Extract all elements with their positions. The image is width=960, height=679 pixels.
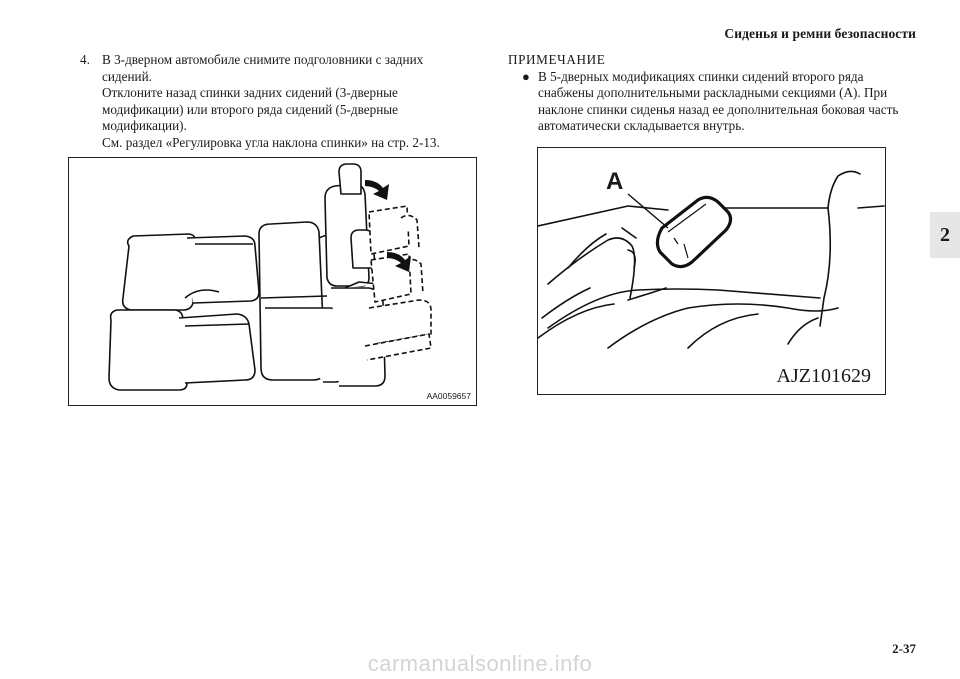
- chapter-tab: [930, 212, 960, 258]
- step-line: сидений.: [102, 68, 152, 84]
- step-line: модификации).: [102, 118, 187, 134]
- step-text: [102, 52, 480, 152]
- seats-folding-figure: [68, 157, 477, 406]
- fold-section-figure: [537, 147, 886, 395]
- step-line: В 3-дверном автомобиле снимите подголовники с задних: [102, 52, 424, 67]
- figure-code: AJZ101629: [776, 365, 871, 387]
- callout-label-a: A: [606, 168, 624, 195]
- step-number: 4.: [80, 52, 90, 67]
- page-header-title: Сиденья и ремни безопасности: [724, 26, 916, 41]
- step-instruction: [80, 52, 480, 152]
- note-line: В 5-дверных модификациях спинки сидений второго ряда: [538, 68, 864, 84]
- note-block: [508, 52, 918, 135]
- step-line: модификации) или второго ряда сидений (5-дверные: [102, 101, 398, 117]
- note-text: [538, 69, 918, 135]
- note-line: наклоне спинки сиденья назад ее дополнительная боковая часть: [538, 101, 899, 117]
- bullet-icon: ●: [522, 68, 530, 84]
- note-line: автоматически складывается внутрь.: [538, 118, 745, 134]
- note-title: ПРИМЕЧАНИЕ: [508, 52, 606, 67]
- seats-illustration: [69, 158, 476, 405]
- step-line: Отклоните назад спинки задних сидений (3-дверные: [102, 85, 398, 101]
- note-line: снабжены дополнительными раскладными секциями (A). При: [538, 85, 888, 101]
- page-number: 2-37: [892, 641, 916, 656]
- figure-code: AA0059657: [426, 391, 471, 401]
- note-item: [508, 69, 918, 135]
- seat-section-illustration: [538, 148, 885, 394]
- watermark: carmanualsonline.info: [367, 651, 593, 676]
- step-line: См. раздел «Регулировка угла наклона спинки» на стр. 2-13.: [102, 134, 440, 150]
- chapter-tab-label: 2: [940, 223, 950, 246]
